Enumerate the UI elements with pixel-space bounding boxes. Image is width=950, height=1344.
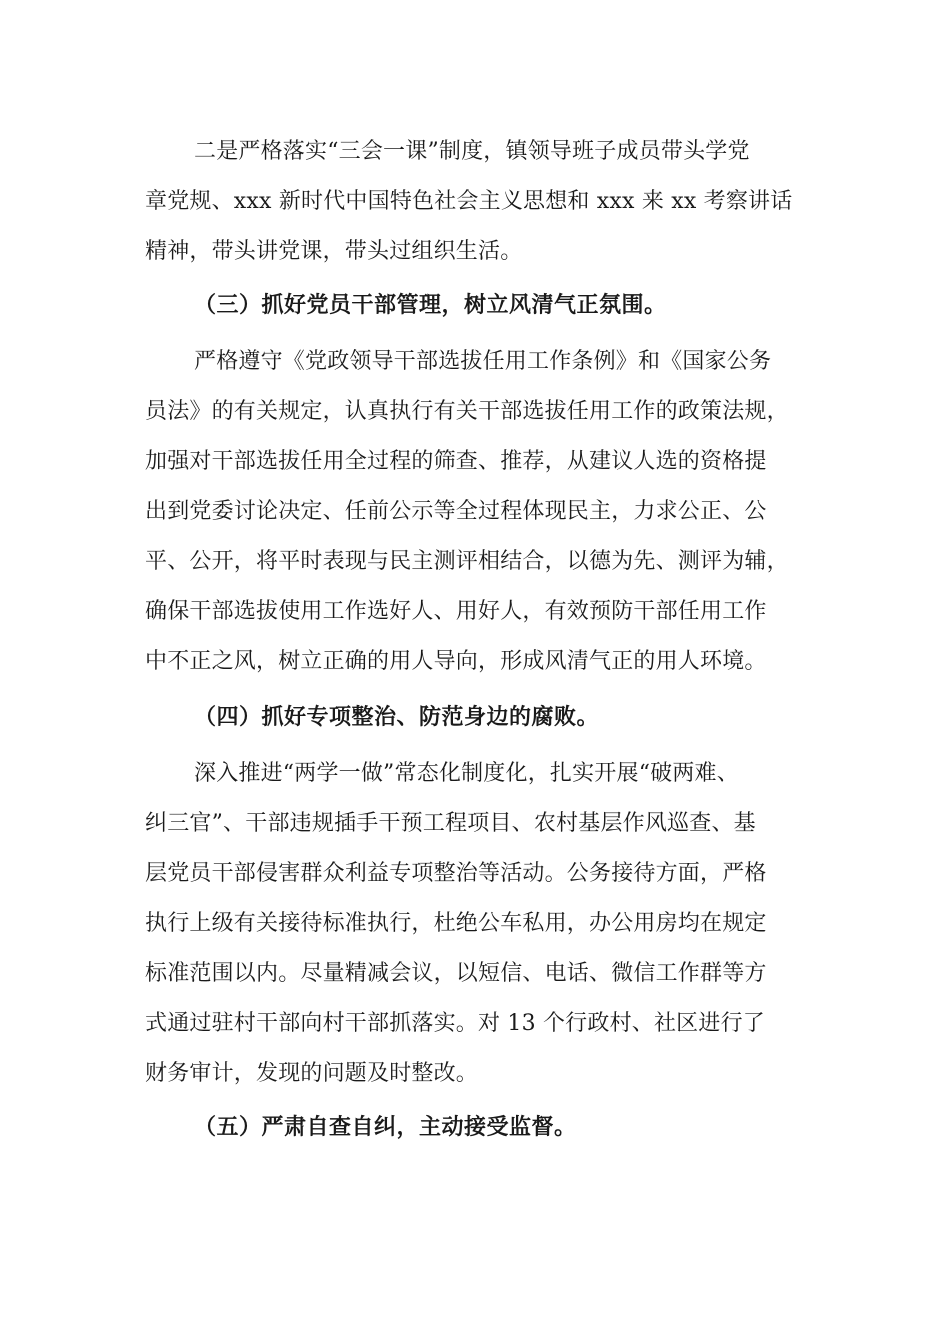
paragraph-line: 出到党委讨论决定、任前公示等全过程体现民主，力求公正、公	[145, 499, 767, 524]
paragraph-line: 深入推进“两学一做”常态化制度化，扎实开展“破两难、	[194, 761, 739, 786]
paragraph-line: 平、公开，将平时表现与民主测评相结合，以德为先、测评为辅，	[145, 549, 789, 574]
paragraph-line: 章党规、xxx 新时代中国特色社会主义思想和 xxx 来 xx 考察讲话	[145, 189, 793, 214]
paragraph-line: 层党员干部侵害群众利益专项整治等活动。公务接待方面，严格	[145, 861, 767, 886]
paragraph-line: 加强对干部选拔任用全过程的筛查、推荐，从建议人选的资格提	[145, 449, 767, 474]
paragraph-line: 纠三官”、干部违规插手干预工程项目、农村基层作风巡查、基	[145, 811, 756, 836]
paragraph-line: 严格遵守《党政领导干部选拔任用工作条例》和《国家公务	[194, 349, 772, 374]
section-heading-3: （三）抓好党员干部管理，树立风清气正氛围。	[194, 293, 667, 318]
section-heading-4: （四）抓好专项整治、防范身边的腐败。	[194, 705, 600, 730]
paragraph-line: 精神，带头讲党课，带头过组织生活。	[145, 239, 523, 264]
paragraph-line: 执行上级有关接待标准执行，杜绝公车私用，办公用房均在规定	[145, 911, 767, 936]
section-heading-5: （五）严肃自查自纠，主动接受监督。	[194, 1115, 577, 1140]
paragraph-line: 二是严格落实“三会一课”制度，镇领导班子成员带头学党	[194, 139, 750, 164]
paragraph-line: 确保干部选拔使用工作选好人、用好人，有效预防干部任用工作	[145, 599, 767, 624]
paragraph-line: 标准范围以内。尽量精减会议，以短信、电话、微信工作群等方	[145, 961, 767, 986]
paragraph-line: 中不正之风，树立正确的用人导向，形成风清气正的用人环境。	[145, 649, 767, 674]
paragraph-line: 员法》的有关规定，认真执行有关干部选拔任用工作的政策法规，	[145, 399, 789, 424]
paragraph-line: 式通过驻村干部向村干部抓落实。对 13 个行政村、社区进行了	[145, 1011, 765, 1036]
paragraph-line: 财务审计，发现的问题及时整改。	[145, 1061, 479, 1086]
